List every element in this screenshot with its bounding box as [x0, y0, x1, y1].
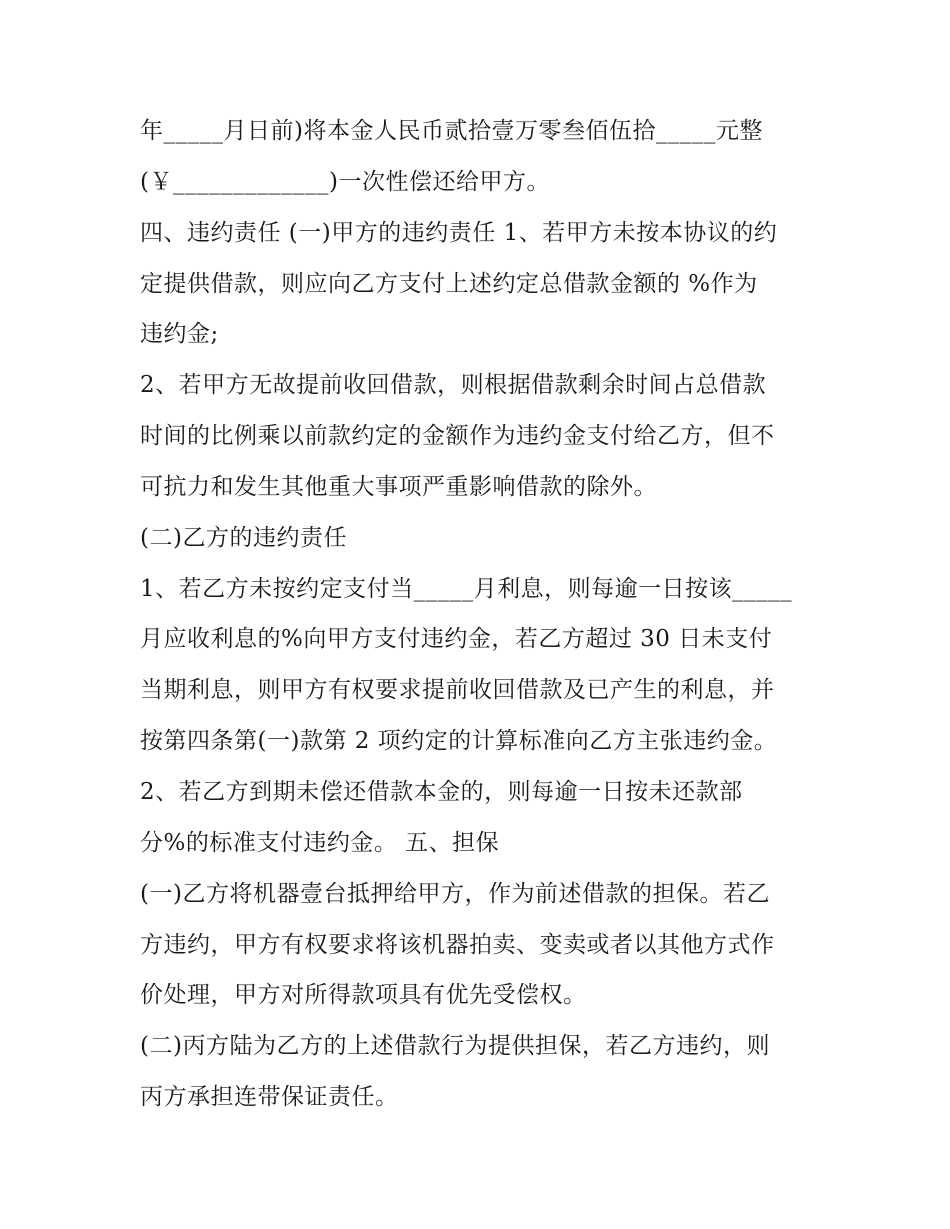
text-line-7: 时间的比例乘以前款约定的金额作为违约金支付给乙方，但不	[140, 423, 775, 450]
text-line-4: 定提供借款，则应向乙方支付上述约定总借款金额的 %作为	[140, 270, 758, 297]
text-line-17: 方违约，甲方有权要求将该机器拍卖、变卖或者以其他方式作	[140, 931, 775, 958]
contract-text	[140, 106, 820, 1123]
text-line-6: 2、若甲方无故提前收回借款，则根据借款剩余时间占总借款	[140, 372, 767, 399]
text-line-5: 违约金;	[140, 321, 219, 348]
text-line-8: 可抗力和发生其他重大事项严重影响借款的除外。	[140, 473, 657, 500]
text-line-13: 按第四条第(一)款第 2 项约定的计算标准向乙方主张违约金。	[140, 728, 778, 755]
text-line-14: 2、若乙方到期未偿还借款本金的，则每逾一日按未还款部	[140, 778, 743, 805]
text-line-3: 四、违约责任 (一)甲方的违约责任 1、若甲方未按本协议的约	[140, 219, 778, 246]
text-line-19: (二)丙方陆为乙方的上述借款行为提供担保，若乙方违约，则	[140, 1033, 770, 1060]
text-line-18: 价处理，甲方对所得款项具有优先受偿权。	[140, 982, 587, 1009]
text-line-2: (￥_____________)一次性偿还给甲方。	[140, 168, 550, 195]
text-line-15: 分%的标准支付违约金。 五、担保	[140, 829, 500, 856]
text-line-10: 1、若乙方未按约定支付当_____月利息，则每逾一日按该_____	[140, 575, 793, 602]
text-line-12: 当期利息，则甲方有权要求提前收回借款及已产生的利息，并	[140, 677, 775, 704]
text-line-9: (二)乙方的违约责任	[140, 524, 347, 551]
text-line-16: (一)乙方将机器壹台抵押给甲方，作为前述借款的担保。若乙	[140, 880, 770, 907]
text-line-20: 丙方承担连带保证责任。	[140, 1084, 399, 1111]
text-line-1: 年_____月日前)将本金人民币贰拾壹万零叁佰伍拾_____元整	[140, 118, 763, 144]
text-line-11: 月应收利息的%向甲方支付违约金，若乙方超过 30 日未支付	[140, 626, 773, 653]
